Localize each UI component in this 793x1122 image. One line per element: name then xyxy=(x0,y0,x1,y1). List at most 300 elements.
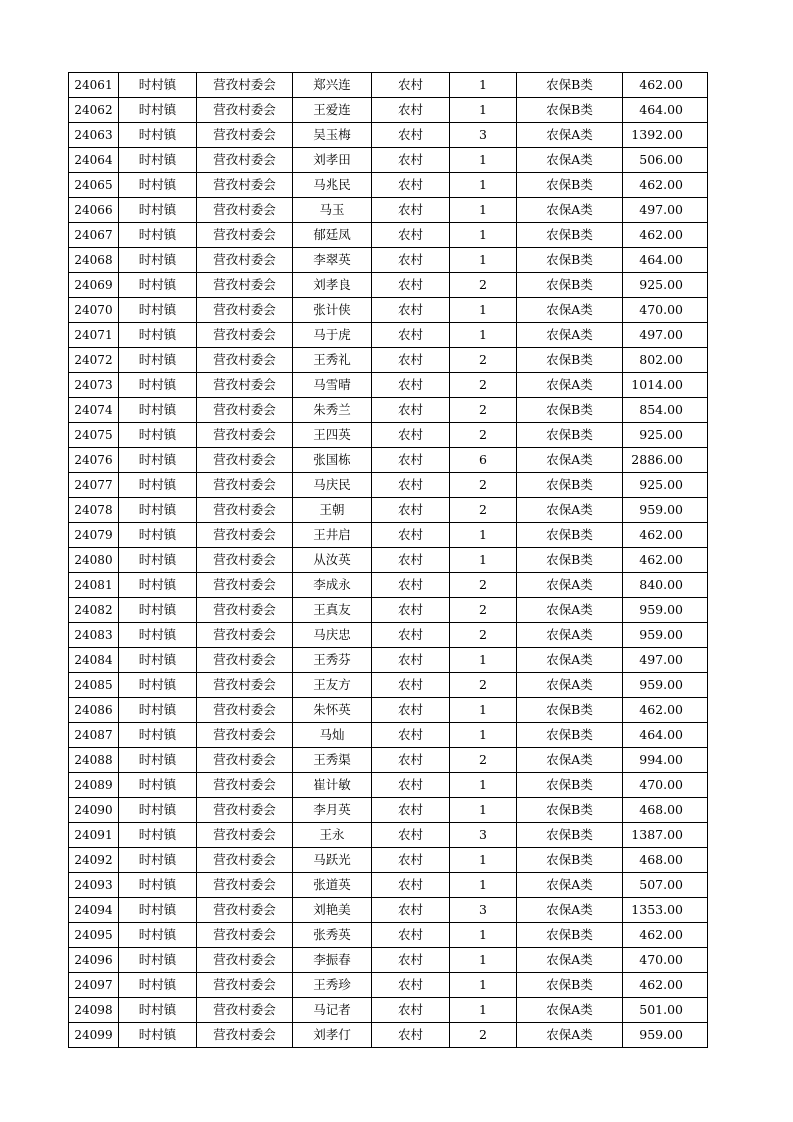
amount-cell: 1014.00 xyxy=(623,373,708,398)
village-committee-cell: 营孜村委会 xyxy=(197,448,293,473)
area-type-cell: 农村 xyxy=(372,148,450,173)
area-type-cell: 农村 xyxy=(372,673,450,698)
table-row xyxy=(69,548,708,573)
record-id-cell: 24069 xyxy=(69,273,119,298)
name-cell: 王永 xyxy=(293,823,372,848)
table-row xyxy=(69,948,708,973)
name-cell: 张国栋 xyxy=(293,448,372,473)
name-cell: 王真友 xyxy=(293,598,372,623)
area-type-cell: 农村 xyxy=(372,423,450,448)
table-row xyxy=(69,598,708,623)
area-type-cell: 农村 xyxy=(372,223,450,248)
household-size-cell: 6 xyxy=(450,448,517,473)
amount-cell: 959.00 xyxy=(623,623,708,648)
town-cell: 时村镇 xyxy=(119,848,197,873)
village-committee-cell: 营孜村委会 xyxy=(197,648,293,673)
table-row xyxy=(69,573,708,598)
insurance-category-cell: 农保B类 xyxy=(517,723,623,748)
insurance-category-cell: 农保A类 xyxy=(517,198,623,223)
area-type-cell: 农村 xyxy=(372,73,450,98)
amount-cell: 462.00 xyxy=(623,73,708,98)
amount-cell: 462.00 xyxy=(623,173,708,198)
town-cell: 时村镇 xyxy=(119,198,197,223)
record-id-cell: 24085 xyxy=(69,673,119,698)
household-size-cell: 1 xyxy=(450,998,517,1023)
name-cell: 马跃光 xyxy=(293,848,372,873)
village-committee-cell: 营孜村委会 xyxy=(197,973,293,998)
name-cell: 刘艳美 xyxy=(293,898,372,923)
area-type-cell: 农村 xyxy=(372,648,450,673)
name-cell: 王秀珍 xyxy=(293,973,372,998)
area-type-cell: 农村 xyxy=(372,898,450,923)
household-size-cell: 2 xyxy=(450,598,517,623)
record-id-cell: 24087 xyxy=(69,723,119,748)
insurance-category-cell: 农保B类 xyxy=(517,473,623,498)
household-size-cell: 1 xyxy=(450,548,517,573)
name-cell: 刘孝田 xyxy=(293,148,372,173)
area-type-cell: 农村 xyxy=(372,323,450,348)
amount-cell: 994.00 xyxy=(623,748,708,773)
town-cell: 时村镇 xyxy=(119,723,197,748)
village-committee-cell: 营孜村委会 xyxy=(197,323,293,348)
record-id-cell: 24096 xyxy=(69,948,119,973)
amount-cell: 464.00 xyxy=(623,248,708,273)
record-id-cell: 24070 xyxy=(69,298,119,323)
table-row xyxy=(69,123,708,148)
area-type-cell: 农村 xyxy=(372,823,450,848)
amount-cell: 497.00 xyxy=(623,648,708,673)
town-cell: 时村镇 xyxy=(119,748,197,773)
household-size-cell: 1 xyxy=(450,98,517,123)
insurance-category-cell: 农保A类 xyxy=(517,298,623,323)
town-cell: 时村镇 xyxy=(119,648,197,673)
insurance-category-cell: 农保B类 xyxy=(517,73,623,98)
table-row xyxy=(69,323,708,348)
household-size-cell: 3 xyxy=(450,123,517,148)
insurance-category-cell: 农保A类 xyxy=(517,673,623,698)
insurance-category-cell: 农保B类 xyxy=(517,273,623,298)
area-type-cell: 农村 xyxy=(372,248,450,273)
insurance-category-cell: 农保A类 xyxy=(517,1023,623,1048)
table-row xyxy=(69,973,708,998)
household-size-cell: 1 xyxy=(450,223,517,248)
record-id-cell: 24079 xyxy=(69,523,119,548)
village-committee-cell: 营孜村委会 xyxy=(197,398,293,423)
insurance-category-cell: 农保A类 xyxy=(517,998,623,1023)
village-committee-cell: 营孜村委会 xyxy=(197,723,293,748)
village-committee-cell: 营孜村委会 xyxy=(197,598,293,623)
table-row xyxy=(69,473,708,498)
amount-cell: 959.00 xyxy=(623,498,708,523)
town-cell: 时村镇 xyxy=(119,398,197,423)
area-type-cell: 农村 xyxy=(372,923,450,948)
household-size-cell: 1 xyxy=(450,773,517,798)
record-id-cell: 24095 xyxy=(69,923,119,948)
record-id-cell: 24066 xyxy=(69,198,119,223)
household-size-cell: 2 xyxy=(450,498,517,523)
amount-cell: 959.00 xyxy=(623,673,708,698)
name-cell: 李成永 xyxy=(293,573,372,598)
insurance-category-cell: 农保A类 xyxy=(517,623,623,648)
record-id-cell: 24083 xyxy=(69,623,119,648)
table-row xyxy=(69,698,708,723)
amount-cell: 1387.00 xyxy=(623,823,708,848)
record-id-cell: 24068 xyxy=(69,248,119,273)
amount-cell: 840.00 xyxy=(623,573,708,598)
amount-cell: 462.00 xyxy=(623,548,708,573)
town-cell: 时村镇 xyxy=(119,423,197,448)
household-size-cell: 2 xyxy=(450,348,517,373)
table-row xyxy=(69,998,708,1023)
name-cell: 马于虎 xyxy=(293,323,372,348)
village-committee-cell: 营孜村委会 xyxy=(197,423,293,448)
name-cell: 王朝 xyxy=(293,498,372,523)
town-cell: 时村镇 xyxy=(119,148,197,173)
area-type-cell: 农村 xyxy=(372,723,450,748)
area-type-cell: 农村 xyxy=(372,348,450,373)
town-cell: 时村镇 xyxy=(119,98,197,123)
amount-cell: 925.00 xyxy=(623,273,708,298)
household-size-cell: 1 xyxy=(450,298,517,323)
amount-cell: 506.00 xyxy=(623,148,708,173)
name-cell: 王井启 xyxy=(293,523,372,548)
amount-cell: 925.00 xyxy=(623,423,708,448)
village-committee-cell: 营孜村委会 xyxy=(197,898,293,923)
area-type-cell: 农村 xyxy=(372,598,450,623)
name-cell: 郑兴连 xyxy=(293,73,372,98)
household-size-cell: 2 xyxy=(450,673,517,698)
village-committee-cell: 营孜村委会 xyxy=(197,998,293,1023)
area-type-cell: 农村 xyxy=(372,773,450,798)
amount-cell: 802.00 xyxy=(623,348,708,373)
amount-cell: 464.00 xyxy=(623,98,708,123)
record-id-cell: 24063 xyxy=(69,123,119,148)
record-id-cell: 24073 xyxy=(69,373,119,398)
insurance-category-cell: 农保A类 xyxy=(517,598,623,623)
name-cell: 张计侠 xyxy=(293,298,372,323)
record-id-cell: 24071 xyxy=(69,323,119,348)
table-row xyxy=(69,673,708,698)
amount-cell: 925.00 xyxy=(623,473,708,498)
table-row xyxy=(69,898,708,923)
village-committee-cell: 营孜村委会 xyxy=(197,273,293,298)
household-size-cell: 1 xyxy=(450,73,517,98)
village-committee-cell: 营孜村委会 xyxy=(197,223,293,248)
amount-cell: 462.00 xyxy=(623,923,708,948)
village-committee-cell: 营孜村委会 xyxy=(197,848,293,873)
record-id-cell: 24098 xyxy=(69,998,119,1023)
amount-cell: 2886.00 xyxy=(623,448,708,473)
record-id-cell: 24099 xyxy=(69,1023,119,1048)
name-cell: 张秀英 xyxy=(293,923,372,948)
name-cell: 王秀礼 xyxy=(293,348,372,373)
area-type-cell: 农村 xyxy=(372,398,450,423)
insurance-category-cell: 农保B类 xyxy=(517,348,623,373)
amount-cell: 1392.00 xyxy=(623,123,708,148)
village-committee-cell: 营孜村委会 xyxy=(197,73,293,98)
town-cell: 时村镇 xyxy=(119,223,197,248)
table-row xyxy=(69,198,708,223)
name-cell: 从汝英 xyxy=(293,548,372,573)
area-type-cell: 农村 xyxy=(372,373,450,398)
amount-cell: 470.00 xyxy=(623,948,708,973)
town-cell: 时村镇 xyxy=(119,323,197,348)
insurance-category-cell: 农保B类 xyxy=(517,173,623,198)
table-row xyxy=(69,223,708,248)
amount-cell: 959.00 xyxy=(623,598,708,623)
town-cell: 时村镇 xyxy=(119,498,197,523)
village-committee-cell: 营孜村委会 xyxy=(197,348,293,373)
insurance-category-cell: 农保A类 xyxy=(517,123,623,148)
town-cell: 时村镇 xyxy=(119,673,197,698)
village-committee-cell: 营孜村委会 xyxy=(197,673,293,698)
area-type-cell: 农村 xyxy=(372,1023,450,1048)
town-cell: 时村镇 xyxy=(119,1023,197,1048)
table-row xyxy=(69,273,708,298)
record-id-cell: 24078 xyxy=(69,498,119,523)
village-committee-cell: 营孜村委会 xyxy=(197,198,293,223)
record-id-cell: 24097 xyxy=(69,973,119,998)
area-type-cell: 农村 xyxy=(372,848,450,873)
town-cell: 时村镇 xyxy=(119,373,197,398)
insurance-category-cell: 农保B类 xyxy=(517,398,623,423)
insurance-category-cell: 农保A类 xyxy=(517,748,623,773)
village-committee-cell: 营孜村委会 xyxy=(197,173,293,198)
household-size-cell: 3 xyxy=(450,823,517,848)
insurance-category-cell: 农保B类 xyxy=(517,223,623,248)
area-type-cell: 农村 xyxy=(372,748,450,773)
village-committee-cell: 营孜村委会 xyxy=(197,123,293,148)
area-type-cell: 农村 xyxy=(372,273,450,298)
household-size-cell: 1 xyxy=(450,698,517,723)
insurance-category-cell: 农保B类 xyxy=(517,798,623,823)
household-size-cell: 1 xyxy=(450,198,517,223)
name-cell: 王秀芬 xyxy=(293,648,372,673)
record-id-cell: 24074 xyxy=(69,398,119,423)
town-cell: 时村镇 xyxy=(119,973,197,998)
insurance-category-cell: 农保B类 xyxy=(517,98,623,123)
area-type-cell: 农村 xyxy=(372,798,450,823)
table-row xyxy=(69,823,708,848)
name-cell: 张道英 xyxy=(293,873,372,898)
village-committee-cell: 营孜村委会 xyxy=(197,823,293,848)
amount-cell: 462.00 xyxy=(623,223,708,248)
record-id-cell: 24089 xyxy=(69,773,119,798)
household-size-cell: 2 xyxy=(450,573,517,598)
name-cell: 吴玉梅 xyxy=(293,123,372,148)
area-type-cell: 农村 xyxy=(372,573,450,598)
household-size-cell: 1 xyxy=(450,848,517,873)
household-size-cell: 1 xyxy=(450,723,517,748)
name-cell: 马雪晴 xyxy=(293,373,372,398)
household-size-cell: 2 xyxy=(450,748,517,773)
record-id-cell: 24076 xyxy=(69,448,119,473)
record-id-cell: 24080 xyxy=(69,548,119,573)
town-cell: 时村镇 xyxy=(119,573,197,598)
area-type-cell: 农村 xyxy=(372,473,450,498)
area-type-cell: 农村 xyxy=(372,448,450,473)
table-row xyxy=(69,498,708,523)
name-cell: 马记者 xyxy=(293,998,372,1023)
village-committee-cell: 营孜村委会 xyxy=(197,748,293,773)
village-committee-cell: 营孜村委会 xyxy=(197,573,293,598)
village-committee-cell: 营孜村委会 xyxy=(197,698,293,723)
amount-cell: 507.00 xyxy=(623,873,708,898)
town-cell: 时村镇 xyxy=(119,873,197,898)
name-cell: 刘孝良 xyxy=(293,273,372,298)
village-committee-cell: 营孜村委会 xyxy=(197,148,293,173)
name-cell: 王友方 xyxy=(293,673,372,698)
amount-cell: 462.00 xyxy=(623,523,708,548)
amount-cell: 470.00 xyxy=(623,298,708,323)
name-cell: 马庆民 xyxy=(293,473,372,498)
record-id-cell: 24081 xyxy=(69,573,119,598)
insurance-category-cell: 农保B类 xyxy=(517,423,623,448)
insurance-category-cell: 农保A类 xyxy=(517,873,623,898)
name-cell: 朱怀英 xyxy=(293,698,372,723)
household-size-cell: 2 xyxy=(450,273,517,298)
insurance-category-cell: 农保A类 xyxy=(517,448,623,473)
village-committee-cell: 营孜村委会 xyxy=(197,498,293,523)
village-committee-cell: 营孜村委会 xyxy=(197,923,293,948)
insurance-category-cell: 农保B类 xyxy=(517,848,623,873)
record-id-cell: 24065 xyxy=(69,173,119,198)
name-cell: 马玉 xyxy=(293,198,372,223)
insurance-category-cell: 农保B类 xyxy=(517,523,623,548)
insurance-category-cell: 农保B类 xyxy=(517,773,623,798)
roster-body xyxy=(69,73,708,1048)
record-id-cell: 24088 xyxy=(69,748,119,773)
table-row xyxy=(69,248,708,273)
town-cell: 时村镇 xyxy=(119,898,197,923)
name-cell: 王爱连 xyxy=(293,98,372,123)
record-id-cell: 24082 xyxy=(69,598,119,623)
insurance-category-cell: 农保A类 xyxy=(517,373,623,398)
village-committee-cell: 营孜村委会 xyxy=(197,98,293,123)
household-size-cell: 1 xyxy=(450,798,517,823)
record-id-cell: 24094 xyxy=(69,898,119,923)
insurance-category-cell: 农保B类 xyxy=(517,823,623,848)
area-type-cell: 农村 xyxy=(372,498,450,523)
insurance-category-cell: 农保B类 xyxy=(517,548,623,573)
town-cell: 时村镇 xyxy=(119,123,197,148)
household-size-cell: 2 xyxy=(450,398,517,423)
amount-cell: 497.00 xyxy=(623,198,708,223)
table-row xyxy=(69,173,708,198)
village-committee-cell: 营孜村委会 xyxy=(197,948,293,973)
insurance-category-cell: 农保A类 xyxy=(517,648,623,673)
town-cell: 时村镇 xyxy=(119,473,197,498)
town-cell: 时村镇 xyxy=(119,923,197,948)
amount-cell: 470.00 xyxy=(623,773,708,798)
area-type-cell: 农村 xyxy=(372,523,450,548)
insurance-category-cell: 农保A类 xyxy=(517,323,623,348)
record-id-cell: 24075 xyxy=(69,423,119,448)
village-committee-cell: 营孜村委会 xyxy=(197,873,293,898)
record-id-cell: 24064 xyxy=(69,148,119,173)
household-size-cell: 1 xyxy=(450,323,517,348)
table-row xyxy=(69,648,708,673)
table-row xyxy=(69,523,708,548)
village-committee-cell: 营孜村委会 xyxy=(197,473,293,498)
name-cell: 郁廷凤 xyxy=(293,223,372,248)
name-cell: 崔计敏 xyxy=(293,773,372,798)
area-type-cell: 农村 xyxy=(372,873,450,898)
record-id-cell: 24084 xyxy=(69,648,119,673)
town-cell: 时村镇 xyxy=(119,548,197,573)
amount-cell: 464.00 xyxy=(623,723,708,748)
roster-table xyxy=(68,72,708,1048)
household-size-cell: 1 xyxy=(450,173,517,198)
amount-cell: 462.00 xyxy=(623,698,708,723)
area-type-cell: 农村 xyxy=(372,698,450,723)
town-cell: 时村镇 xyxy=(119,798,197,823)
area-type-cell: 农村 xyxy=(372,973,450,998)
record-id-cell: 24062 xyxy=(69,98,119,123)
table-row xyxy=(69,773,708,798)
name-cell: 刘孝仃 xyxy=(293,1023,372,1048)
table-row xyxy=(69,398,708,423)
town-cell: 时村镇 xyxy=(119,248,197,273)
area-type-cell: 农村 xyxy=(372,998,450,1023)
table-row xyxy=(69,148,708,173)
insurance-category-cell: 农保A类 xyxy=(517,498,623,523)
household-size-cell: 1 xyxy=(450,873,517,898)
household-size-cell: 1 xyxy=(450,648,517,673)
table-row xyxy=(69,348,708,373)
insurance-category-cell: 农保A类 xyxy=(517,573,623,598)
table-row xyxy=(69,723,708,748)
town-cell: 时村镇 xyxy=(119,998,197,1023)
village-committee-cell: 营孜村委会 xyxy=(197,623,293,648)
record-id-cell: 24092 xyxy=(69,848,119,873)
village-committee-cell: 营孜村委会 xyxy=(197,373,293,398)
village-committee-cell: 营孜村委会 xyxy=(197,548,293,573)
area-type-cell: 农村 xyxy=(372,98,450,123)
record-id-cell: 24093 xyxy=(69,873,119,898)
area-type-cell: 农村 xyxy=(372,123,450,148)
name-cell: 王四英 xyxy=(293,423,372,448)
table-row xyxy=(69,373,708,398)
household-size-cell: 1 xyxy=(450,248,517,273)
amount-cell: 501.00 xyxy=(623,998,708,1023)
insurance-category-cell: 农保B类 xyxy=(517,698,623,723)
table-row xyxy=(69,98,708,123)
insurance-category-cell: 农保B类 xyxy=(517,973,623,998)
amount-cell: 1353.00 xyxy=(623,898,708,923)
household-size-cell: 1 xyxy=(450,523,517,548)
table-row xyxy=(69,748,708,773)
amount-cell: 854.00 xyxy=(623,398,708,423)
table-row xyxy=(69,848,708,873)
area-type-cell: 农村 xyxy=(372,948,450,973)
amount-cell: 959.00 xyxy=(623,1023,708,1048)
insurance-category-cell: 农保B类 xyxy=(517,923,623,948)
household-size-cell: 1 xyxy=(450,148,517,173)
name-cell: 李翠英 xyxy=(293,248,372,273)
household-size-cell: 1 xyxy=(450,948,517,973)
amount-cell: 468.00 xyxy=(623,848,708,873)
name-cell: 李振春 xyxy=(293,948,372,973)
record-id-cell: 24091 xyxy=(69,823,119,848)
village-committee-cell: 营孜村委会 xyxy=(197,298,293,323)
town-cell: 时村镇 xyxy=(119,523,197,548)
area-type-cell: 农村 xyxy=(372,298,450,323)
town-cell: 时村镇 xyxy=(119,448,197,473)
village-committee-cell: 营孜村委会 xyxy=(197,773,293,798)
town-cell: 时村镇 xyxy=(119,348,197,373)
household-size-cell: 1 xyxy=(450,973,517,998)
